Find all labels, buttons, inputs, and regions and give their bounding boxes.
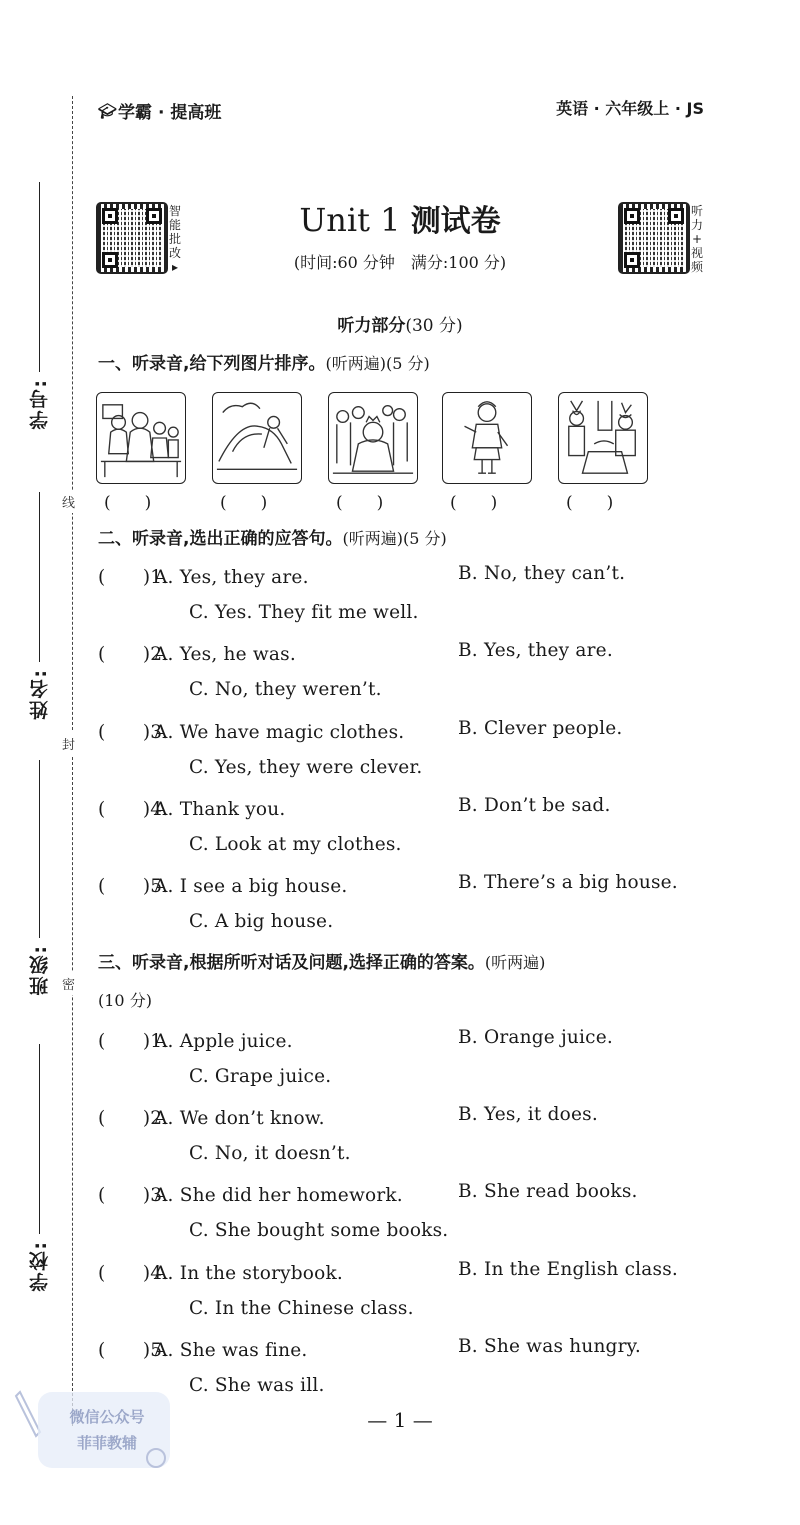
- s3-q5-option-c: C. She was ill.: [189, 1375, 325, 1396]
- answer-blank[interactable]: ( )1.: [98, 1031, 169, 1052]
- wechat-watermark: [12, 1388, 172, 1478]
- s3-q1-option-c: C. Grape juice.: [189, 1066, 332, 1087]
- horse-rider-picture: [212, 392, 302, 484]
- watermark-line2: 菲菲教辅: [76, 1434, 137, 1452]
- page-title: [0, 196, 800, 240]
- school-field[interactable]: [22, 1044, 56, 1292]
- answer-blank[interactable]: ( )5.: [98, 1340, 169, 1361]
- s3-q1-option-b: B. Orange juice.: [458, 1027, 613, 1048]
- s2-q3-option-b: B. Clever people.: [458, 718, 623, 739]
- s3-q2-option-b: B. Yes, it does.: [458, 1104, 598, 1125]
- picture1-answer-blank[interactable]: ( ): [104, 493, 152, 513]
- brand-text: 学霸 · 提高班: [118, 103, 222, 123]
- s3-q3-option-b: B. She read books.: [458, 1181, 638, 1202]
- s2-q1-option-c: C. Yes. They fit me well.: [189, 602, 419, 623]
- title-unit: Unit 1: [299, 201, 401, 239]
- s3-q4: ( )4.A. In the storybook.: [98, 1259, 343, 1285]
- s2-q4: ( )4.A. Thank you.: [98, 795, 285, 821]
- s2-q4-option-b: B. Don’t be sad.: [458, 795, 611, 816]
- binding-mark-xian: 线: [62, 490, 75, 513]
- brand-logo: [98, 98, 221, 123]
- s2-q2-option-b: B. Yes, they are.: [458, 640, 613, 661]
- s3-q3-option-c: C. She bought some books.: [189, 1220, 449, 1241]
- answer-blank[interactable]: ( )3.: [98, 722, 169, 743]
- answer-blank[interactable]: ( )5.: [98, 876, 169, 897]
- school-label: 学校:: [28, 1240, 51, 1292]
- answer-blank[interactable]: ( )2.: [98, 1108, 169, 1129]
- s2-q5: ( )5.A. I see a big house.: [98, 872, 347, 898]
- s3-q2-option-c: C. No, it doesn’t.: [189, 1143, 351, 1164]
- class-field[interactable]: [22, 760, 56, 996]
- section2-heading: 二、听录音,选出正确的应答句。(听两遍)(5 分): [98, 529, 447, 549]
- answer-blank[interactable]: ( )4.: [98, 1263, 169, 1284]
- graduation-cap-icon: 🎓︎: [98, 101, 118, 120]
- s3-q4-option-c: C. In the Chinese class.: [189, 1298, 414, 1319]
- fox-dinner-picture: [558, 392, 648, 484]
- page-number: — 1 —: [367, 1408, 433, 1432]
- boy-standing-picture: [442, 392, 532, 484]
- name-field[interactable]: [22, 492, 56, 720]
- s3-q4-option-b: B. In the English class.: [458, 1259, 678, 1280]
- crowd-king-picture: [328, 392, 418, 484]
- name-label: 姓名:: [28, 668, 51, 720]
- student-id-label: 学号:: [28, 378, 51, 430]
- binding-mark-mi: 密: [62, 972, 75, 995]
- s3-q3: ( )3.A. She did her homework.: [98, 1181, 403, 1207]
- family-room-picture: [96, 392, 186, 484]
- s2-q1-option-b: B. No, they can’t.: [458, 563, 626, 584]
- s2-q4-option-c: C. Look at my clothes.: [189, 834, 402, 855]
- answer-blank[interactable]: ( )1.: [98, 567, 169, 588]
- s2-q3: ( )3.A. We have magic clothes.: [98, 718, 404, 744]
- answer-blank[interactable]: ( )3.: [98, 1185, 169, 1206]
- answer-blank[interactable]: ( )4.: [98, 799, 169, 820]
- binding-dashed-line: [72, 96, 73, 1426]
- s2-q5-option-c: C. A big house.: [189, 911, 334, 932]
- s2-q2: ( )2.A. Yes, he was.: [98, 640, 296, 666]
- answer-blank[interactable]: ( )2.: [98, 644, 169, 665]
- s3-q5-option-b: B. She was hungry.: [458, 1336, 641, 1357]
- magnifier-icon: [142, 1444, 172, 1474]
- section3-heading: 三、听录音,根据所听对话及问题,选择正确的答案。(听两遍): [98, 953, 546, 973]
- watermark-line1: 微信公众号: [69, 1408, 145, 1426]
- title-cn: 测试卷: [410, 204, 501, 239]
- s3-q2: ( )2.A. We don’t know.: [98, 1104, 325, 1130]
- section1-heading: 一、听录音,给下列图片排序。(听两遍)(5 分): [98, 354, 430, 374]
- picture2-answer-blank[interactable]: ( ): [220, 493, 268, 513]
- s2-q2-option-c: C. No, they weren’t.: [189, 679, 382, 700]
- s3-q5: ( )5.A. She was fine.: [98, 1336, 308, 1362]
- time-and-score-info: (时间:60 分钟 满分:100 分): [293, 253, 507, 272]
- binding-mark-feng: 封: [62, 732, 75, 755]
- picture5-answer-blank[interactable]: ( ): [566, 493, 614, 513]
- s2-q1: ( )1.A. Yes, they are.: [98, 563, 309, 589]
- s2-q3-option-c: C. Yes, they were clever.: [189, 757, 423, 778]
- picture3-answer-blank[interactable]: ( ): [336, 493, 384, 513]
- s2-q5-option-b: B. There’s a big house.: [458, 872, 678, 893]
- s3-q1: ( )1.A. Apple juice.: [98, 1027, 293, 1053]
- listening-part-heading: 听力部分(30 分): [337, 316, 463, 336]
- class-label: 班级:: [28, 944, 51, 996]
- section3-score: (10 分): [98, 991, 152, 1010]
- qr-right-caption: 听 力 + 视 频: [690, 204, 703, 274]
- picture4-answer-blank[interactable]: ( ): [450, 493, 498, 513]
- subject-grade-label: 英语 · 六年级上 · JS: [556, 99, 704, 118]
- qr-left-caption: 智 能 批 改 ▸: [168, 204, 181, 274]
